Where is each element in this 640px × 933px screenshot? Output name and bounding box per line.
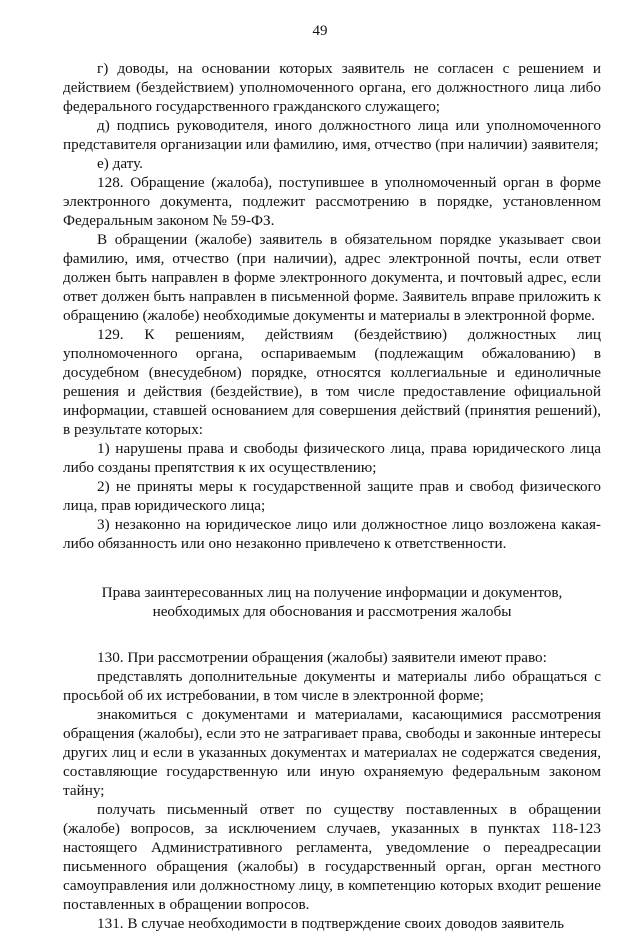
section-heading-line-2: необходимых для обоснования и рассмотрения жалобы: [152, 603, 512, 620]
document-body: [63, 59, 601, 933]
paragraph-130-right-2: знакомиться с документами и материалами, касающимися рассмотрения обращения (жалобы), если это не затрагивает права, свободы и законные интересы других лиц и если в указанных документах и материалах не содержатся сведения, составляющие государственную или иную охраняемую федеральным законом тайну;: [63, 706, 601, 799]
paragraph-128: 128. Обращение (жалоба), поступившее в уполномоченный орган в форме электронного документа, подлежит рассмотрению в порядке, установленном Федеральным законом № 59-ФЗ.: [63, 174, 601, 229]
section-heading-line-1: Права заинтересованных лиц на получение информации и документов,: [101, 584, 563, 601]
paragraph-131: 131. В случае необходимости в подтверждение своих доводов заявитель: [97, 915, 565, 932]
paragraph-item-d: д) подпись руководителя, иного должностного лица или уполномоченного представителя организации или фамилию, имя, отчество (при наличии) заявителя;: [63, 117, 601, 153]
paragraph-item-g: г) доводы, на основании которых заявитель не согласен с решением и действием (бездействием) уполномоченного органа, его должностного лица либо федерального государственного гражданского служащего;: [63, 60, 601, 115]
paragraph-129-item-3: 3) незаконно на юридическое лицо или должностное лицо возложена какая-либо обязанность или оно незаконно привлечено к ответственности.: [63, 516, 601, 552]
paragraph-130-right-3: получать письменный ответ по существу поставленных в обращении (жалобе) вопросов, за исключением случаев, указанных в пунктах 118-123 настоящего Административного регламента, уведомление о переадресации письменного обращения (жалобы) в государственный орган, орган местного самоуправления или должностному лицу, в компетенцию которых входит решение поставленных в обращении вопросов.: [63, 801, 601, 913]
paragraph-128-details: В обращении (жалобе) заявитель в обязательном порядке указывает свои фамилию, имя, отчество (при наличии), адрес электронной почты, если ответ должен быть направлен в форме электронного документа, и почтовый адрес, если ответ должен быть направлен в письменной форме. Заявитель вправе приложить к обращению (жалобе) необходимые документы и материалы в электронной форме.: [63, 231, 601, 324]
paragraph-129-item-2: 2) не приняты меры к государственной защите прав и свобод физического лица, прав юридического лица;: [63, 478, 601, 514]
paragraph-130: 130. При рассмотрении обращения (жалобы) заявители имеют право:: [97, 649, 547, 666]
page-number: 49: [312, 23, 328, 39]
section-heading: [63, 583, 601, 621]
paragraph-130-right-1: представлять дополнительные документы и материалы либо обращаться с просьбой об их истребовании, в том числе в электронной форме;: [63, 668, 601, 704]
paragraph-129: 129. К решениям, действиям (бездействию) должностных лиц уполномоченного органа, оспариваемым (подлежащим обжалованию) в досудебном (внесудебном) порядке, относятся коллегиальные и единоличные решения и действия (бездействие), в том числе предоставление официальной информации, ставшей основанием для совершения действий (принятия решений), в результате которых:: [63, 326, 601, 438]
paragraph-item-e: е) дату.: [97, 155, 143, 172]
paragraph-129-item-1: 1) нарушены права и свободы физического лица, права юридического лица либо созданы препятствия к их осуществлению;: [63, 440, 601, 476]
